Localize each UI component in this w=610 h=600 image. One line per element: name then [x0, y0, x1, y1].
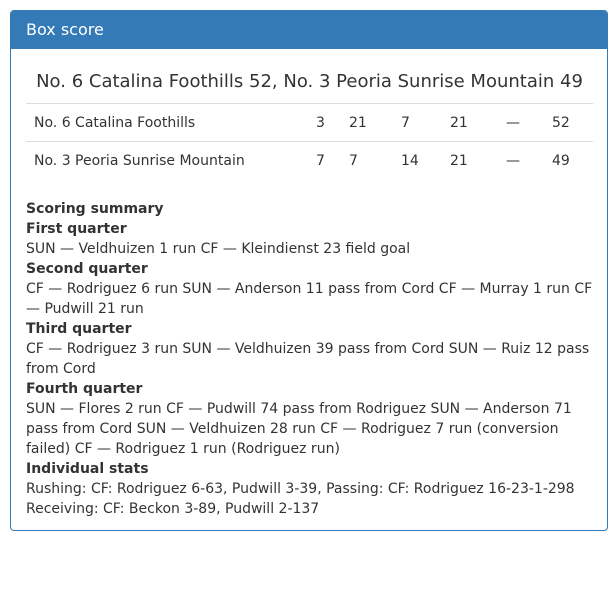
individual-stats-heading: Individual stats [26, 461, 149, 477]
quarter-scoring-text: CF — Rodriguez 3 run SUN — Veldhuizen 39 pass from Cord SUN — Ruiz 12 pass from Cord [26, 341, 590, 377]
box-score-panel [10, 10, 608, 531]
quarter-score: 7 [401, 104, 450, 142]
table-row [26, 104, 593, 142]
quarter-score: 3 [316, 104, 349, 142]
individual-stats-text: Rushing: CF: Rodriguez 6-63, Pudwill 3-39, Passing: CF: Rodriguez 16-23-1-298 Receiving: CF: Beckon 3-89, Pudwill 2-137 [26, 481, 575, 517]
quarter-score: 7 [316, 152, 325, 169]
quarter-score: 21 [349, 104, 401, 142]
quarter-heading: Second quarter [26, 261, 148, 277]
quarter-scoring-text: SUN — Flores 2 run CF — Pudwill 74 pass from Rodriguez SUN — Anderson 71 pass from Cord SUN — Veldhuizen 28 run CF — Rodriguez 7 run (conversion failed) CF — Rodriguez 1 run (Rodriguez run) [26, 401, 572, 457]
overtime-score: — [506, 104, 552, 142]
quarter-score: 21 [450, 152, 468, 169]
overtime-score: — [506, 152, 520, 169]
quarter-score: 21 [450, 104, 506, 142]
quarter-scoring-text: SUN — Veldhuizen 1 run CF — Kleindienst 23 field goal [26, 241, 411, 257]
quarter-score: 7 [349, 152, 358, 169]
quarter-heading: Fourth quarter [26, 381, 143, 397]
quarter-heading: Third quarter [26, 321, 132, 337]
game-title: No. 6 Catalina Foothills 52, No. 3 Peoria Sunrise Mountain 49 [26, 49, 593, 104]
team-name: No. 6 Catalina Foothills [26, 104, 316, 142]
quarter-scoring-text: CF — Rodriguez 6 run SUN — Anderson 11 pass from Cord CF — Murray 1 run CF — Pudwill 21 run [26, 281, 593, 317]
scoring-summary [26, 199, 593, 519]
total-score: 52 [552, 104, 593, 142]
linescore-table [26, 104, 593, 179]
scoring-summary-heading: Scoring summary [26, 201, 164, 217]
quarter-score: 14 [401, 152, 419, 169]
quarter-heading: First quarter [26, 221, 127, 237]
total-score: 49 [552, 152, 570, 169]
panel-body [11, 49, 607, 519]
team-name: No. 3 Peoria Sunrise Mountain [34, 152, 245, 169]
panel-heading: Box score [11, 11, 607, 49]
table-row [26, 142, 593, 180]
